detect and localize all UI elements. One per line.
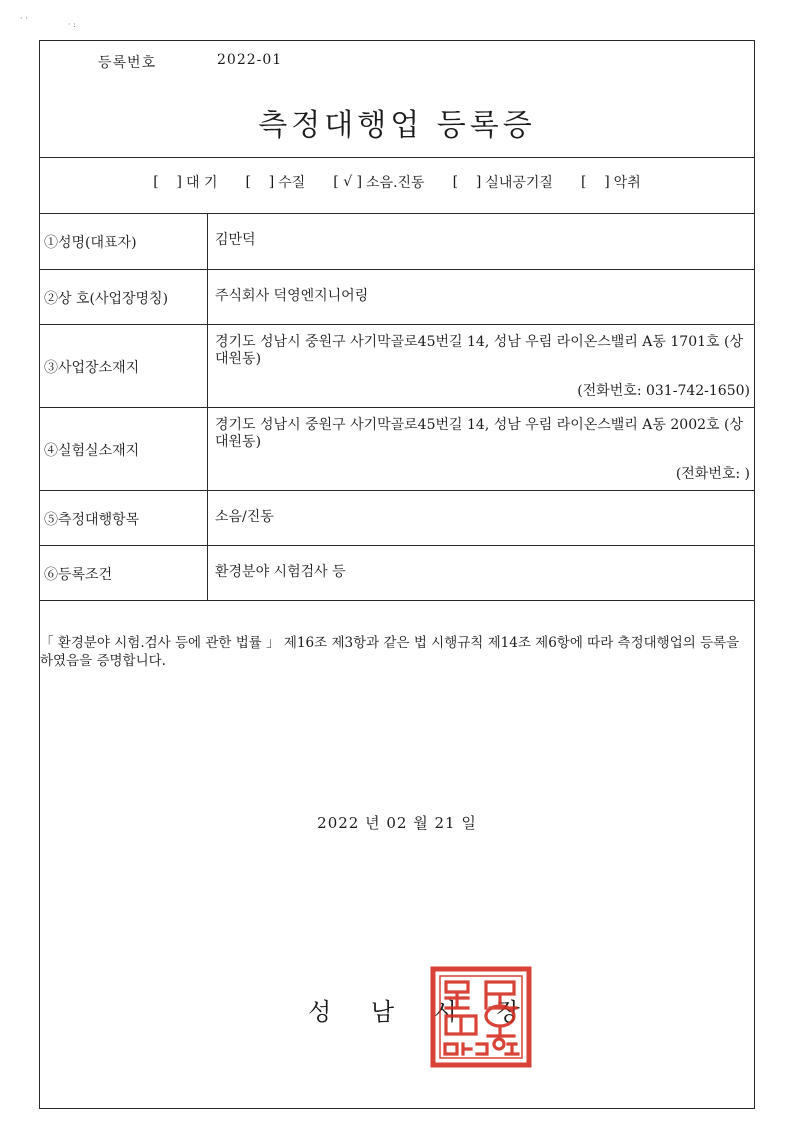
checkbox-empty: [ ] bbox=[580, 174, 610, 190]
lab-phone: (전화번호: ) bbox=[675, 466, 750, 482]
value-company-name: 주식회사 덕영엔지니어링 bbox=[215, 288, 369, 304]
table-rule bbox=[39, 213, 755, 214]
table-rule bbox=[39, 600, 755, 601]
checkbox-empty: [ ] bbox=[245, 174, 275, 190]
category-label: 실내공기질 bbox=[485, 175, 553, 191]
label-registration-conditions: ⑥등록조건 bbox=[44, 567, 113, 583]
table-rule bbox=[39, 269, 755, 270]
checkbox-checked: [ √ ] bbox=[333, 174, 363, 190]
business-phone: (전화번호: 031-742-1650) bbox=[577, 383, 750, 399]
value-representative: 김만덕 bbox=[215, 232, 256, 248]
value-business-address: 경기도 성남시 중원구 사기막골로45번길 14, 성남 우림 라이온스밸리 A동 1701호 (상대원동) bbox=[215, 334, 743, 367]
issuer-name: 성 남 시 장 bbox=[308, 998, 536, 1026]
label-business-address: ③사업장소재지 bbox=[44, 360, 140, 376]
value-measurement-items: 소음/진동 bbox=[215, 509, 274, 525]
registration-label: 등록번호 bbox=[98, 55, 157, 71]
document-title: 측정대행업 등록증 bbox=[258, 108, 536, 143]
category-label: 소음.진동 bbox=[366, 175, 425, 191]
table-rule bbox=[39, 407, 755, 408]
category-indoor-air bbox=[453, 172, 553, 192]
label-company-name: ②상 호(사업장명칭) bbox=[44, 291, 169, 307]
category-label: 수질 bbox=[278, 175, 306, 191]
category-noise-vibration bbox=[333, 172, 424, 192]
category-label: 악취 bbox=[613, 175, 641, 191]
label-lab-address: ④실험실소재지 bbox=[44, 443, 140, 459]
scan-speckle: · · bbox=[20, 14, 28, 23]
certification-statement: 「 환경분야 시험.검사 등에 관한 법률 」 제16조 제3항과 같은 법 시행규칙 제14조 제6항에 따라 측정대행업의 등록을 하였음을 증명합니다. bbox=[40, 635, 740, 669]
table-rule bbox=[39, 545, 755, 546]
table-rule bbox=[39, 490, 755, 491]
table-rule bbox=[39, 157, 755, 158]
registration-number: 2022-01 bbox=[217, 52, 283, 68]
scan-speckle: · : bbox=[68, 20, 76, 29]
value-registration-conditions: 환경분야 시험검사 등 bbox=[215, 564, 346, 580]
category-water bbox=[245, 172, 305, 192]
label-representative: ①성명(대표자) bbox=[44, 235, 137, 251]
category-label: 대 기 bbox=[185, 175, 218, 191]
issue-date: 2022 년 02 월 21 일 bbox=[317, 814, 477, 832]
checkbox-empty: [ ] bbox=[153, 174, 182, 190]
category-air bbox=[153, 172, 217, 192]
table-rule bbox=[39, 324, 755, 325]
category-odor bbox=[581, 172, 641, 192]
label-measurement-items: ⑤측정대행항목 bbox=[44, 512, 140, 528]
checkbox-empty: [ ] bbox=[452, 174, 482, 190]
category-selection bbox=[39, 172, 755, 192]
official-seal-stamp-icon bbox=[430, 966, 532, 1068]
column-divider bbox=[207, 213, 208, 600]
value-lab-address: 경기도 성남시 중원구 사기막골로45번길 14, 성남 우림 라이온스밸리 A동 2002호 (상대원동) bbox=[215, 417, 743, 450]
